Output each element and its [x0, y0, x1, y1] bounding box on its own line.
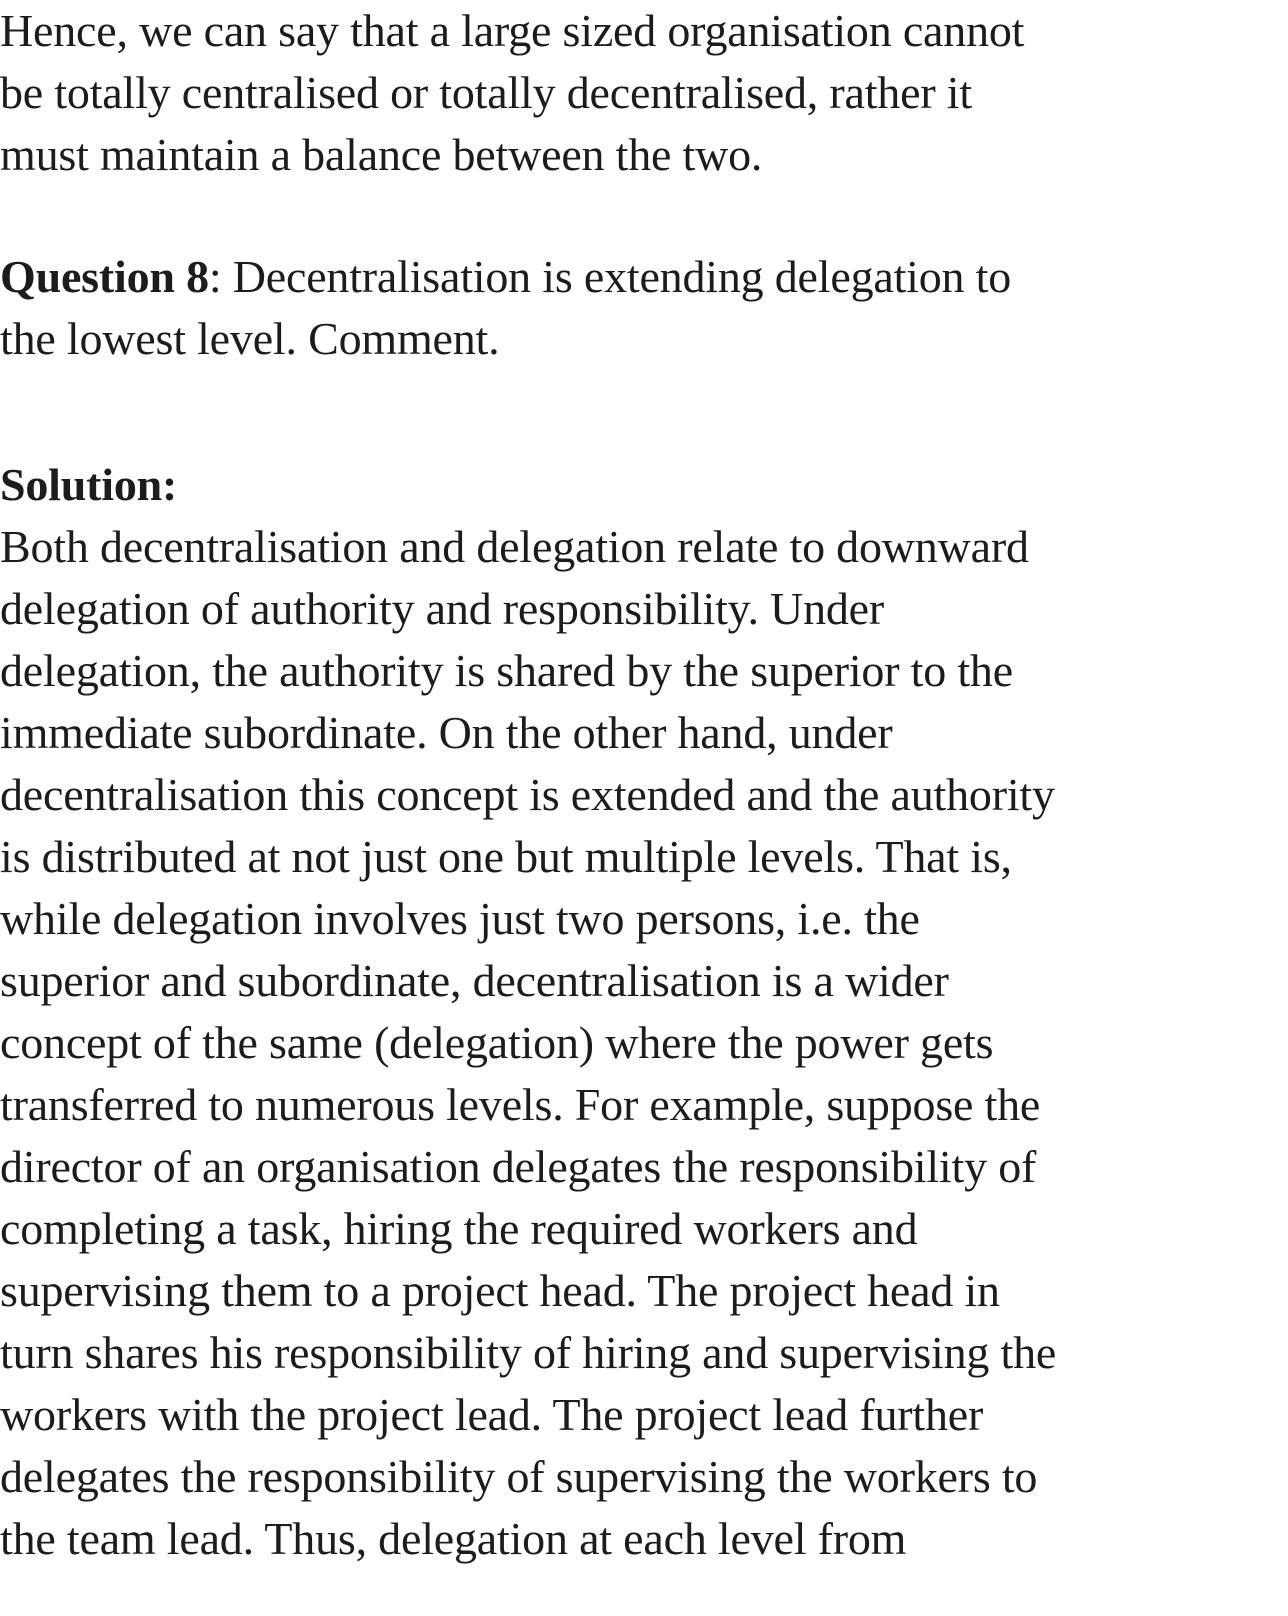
solution-line-6: is distributed at not just one but multiple levels. That is,: [0, 831, 1012, 882]
solution-line-9: concept of the same (delegation) where the power gets: [0, 1017, 994, 1068]
intro-paragraph-line-2: be totally centralised or totally decentralised, rather it: [0, 67, 972, 118]
solution-line-2: delegation of authority and responsibility. Under: [0, 583, 885, 634]
paragraph-gap-1: [0, 186, 1288, 246]
solution-line-1: Both decentralisation and delegation relate to downward: [0, 521, 1029, 572]
solution-line-8: superior and subordinate, decentralisation is a wider: [0, 955, 949, 1006]
question-line-1: [0, 246, 1288, 308]
solution-line-5: decentralisation this concept is extended and the authority: [0, 769, 1055, 820]
solution-line-12: completing a task, hiring the required workers and: [0, 1203, 918, 1254]
question-line-1-rest: : Decentralisation is extending delegation to: [208, 251, 1012, 302]
intro-paragraph: [0, 0, 1288, 186]
solution-heading: Solution:: [0, 459, 178, 510]
question-line-2: the lowest level. Comment.: [0, 313, 500, 364]
solution-line-15: workers with the project lead. The project lead further: [0, 1389, 984, 1440]
solution-line-17: the team lead. Thus, delegation at each level from: [0, 1513, 907, 1564]
solution-line-13: supervising them to a project head. The project head in: [0, 1265, 1000, 1316]
solution-line-3: delegation, the authority is shared by the superior to the: [0, 645, 1013, 696]
question-block: [0, 246, 1288, 370]
solution-line-16: delegates the responsibility of supervising the workers to: [0, 1451, 1038, 1502]
intro-paragraph-line-3: must maintain a balance between the two.: [0, 129, 763, 180]
solution-line-4: immediate subordinate. On the other hand, under: [0, 707, 893, 758]
paragraph-gap-2: [0, 370, 1288, 454]
solution-line-10: transferred to numerous levels. For example, suppose the: [0, 1079, 1041, 1130]
solution-line-14: turn shares his responsibility of hiring and supervising the: [0, 1327, 1057, 1378]
solution-line-7: while delegation involves just two persons, i.e. the: [0, 893, 920, 944]
solution-heading-block: [0, 454, 1288, 516]
intro-paragraph-line-1: Hence, we can say that a large sized organisation cannot: [0, 5, 1025, 56]
solution-line-11: director of an organisation delegates the responsibility of: [0, 1141, 1037, 1192]
solution-paragraph: [0, 516, 1288, 1570]
question-label: Question 8: [0, 251, 209, 302]
